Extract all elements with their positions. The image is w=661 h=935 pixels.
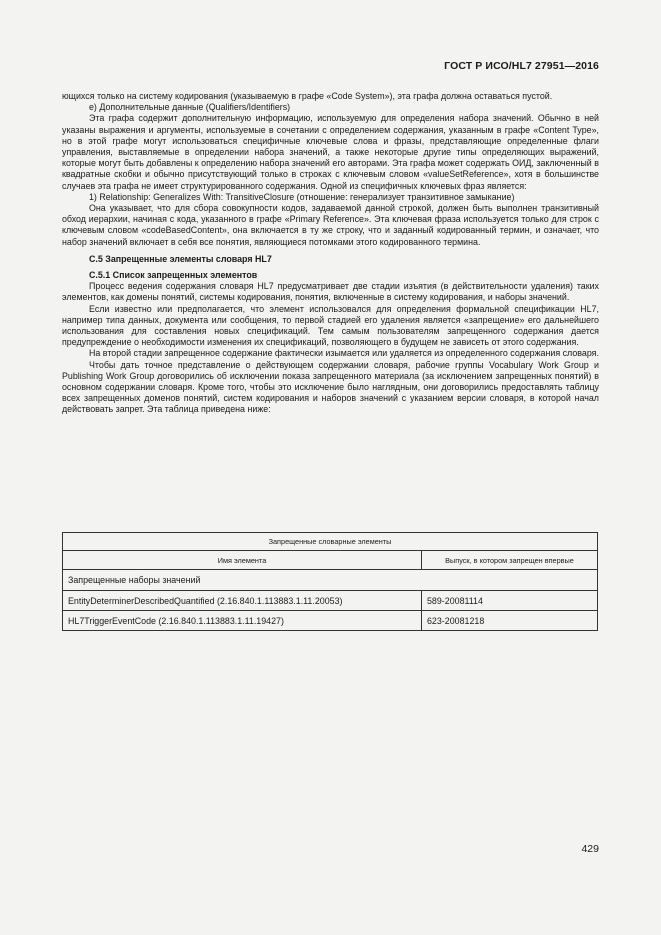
paragraph: ющихся только на систему кодирования (указываемую в графе «Code System»), эта графа должна оставаться пустой.	[62, 91, 553, 101]
table-row	[63, 591, 598, 611]
paragraph: Эта графа содержит дополнительную информацию, используемую для определения набора значений. Обычно в ней указаны выражения и аргументы, используемые в сочетании с определением содержания, указанным в графе «Content Type», но в этой графе могут использоваться специфичные ключевые слова и фразы, представляющие определенные флаги управления, выставляемые в определении набора значений, а также некоторые другие типы определяющих выражений, которые могут быть добавлены к определению набора значений его авторами. Эта графа может содержать ОИД, заключенный в квадратные скобки и обычно присутствующий только в строках с ключевым словом «valueSetReference», хотя в большинстве случаев эта графа не имеет структурированного содержания. Одной из специфичных ключевых фраз является:	[62, 113, 599, 191]
table-row	[63, 611, 598, 631]
release-cell: 589-20081114	[422, 591, 598, 611]
group-label: Запрещенные наборы значений	[63, 570, 598, 591]
body-text	[62, 91, 599, 416]
table-caption: Запрещенные словарные элементы	[63, 533, 598, 551]
paragraph: Если известно или предполагается, что элемент использовался для определения формальной спецификации HL7, например типа данных, документа или сообщения, то первой стадией его удаления является «запрещение» его дальнейшего использования для составления новых спецификаций. Тем самым пользователям запрещенного содержания дается предупреждение о необходимости изменения их спецификаций, позволяющего в будущем не зависеть от этого содержания.	[62, 303, 599, 348]
paragraph: Она указывает, что для сбора совокупности кодов, задаваемой данной строкой, должен быть выполнен транзитивный обход иерархии, начиная с кода, указанного в графе «Primary Reference». Эта ключевая фраза используется только для строк с ключевым словом «codeBasedContent», она включается в ту же строку, что и заданный кодированный термин, и означает, что набор значений включает в себя все понятия, являющиеся потомками этого кодированного термина.	[62, 203, 599, 247]
element-name-cell: HL7TriggerEventCode (2.16.840.1.113883.1.11.19427)	[63, 611, 422, 631]
release-cell: 623-20081218	[422, 611, 598, 631]
element-name-cell: EntityDeterminerDescribedQuantified (2.16.840.1.113883.1.11.20053)	[63, 591, 422, 611]
table-group-row	[63, 570, 598, 591]
table-caption-row	[63, 533, 598, 551]
document-header: ГОСТ Р ИСО/HL7 27951—2016	[444, 60, 599, 72]
section-heading: С.5 Запрещенные элементы словаря HL7	[89, 253, 272, 264]
list-item: е) Дополнительные данные (Qualifiers/Identifiers)	[89, 102, 291, 113]
page-number: 429	[581, 843, 599, 855]
column-header-release: Выпуск, в котором запрещен впервые	[422, 551, 598, 570]
column-header-name: Имя элемента	[63, 551, 422, 570]
subsection-heading: С.5.1 Список запрещенных элементов	[89, 270, 258, 281]
paragraph: Чтобы дать точное представление о действующем содержании словаря, рабочие группы Vocabulary Work Group и Publishing Work Group договорились об исключении показа запрещенного материала (за исключением запрещенных понятий) в основном содержании словаря. Кроме того, чтобы это исключение было наглядным, они договорились предоставлять таблицу всех запрещенных доменов понятий, систем кодирования и наборов значений с указанием версии словаря, в которой начал действовать запрет. Эта таблица приведена ниже:	[62, 359, 599, 415]
table-header-row	[63, 551, 598, 570]
list-item: 1) Relationship: Generalizes With: TransitiveClosure (отношение: генерализует транзитивное замыкание)	[89, 191, 515, 202]
deprecated-elements-table	[62, 532, 598, 631]
paragraph: На второй стадии запрещенное содержание фактически изымается или удаляется из определенного содержания словаря.	[89, 348, 599, 359]
paragraph: Процесс ведения содержания словаря HL7 предусматривает две стадии изъятия (в действительности удаления) таких элементов, как домены понятий, системы кодирования, понятия, включенные в систему кодирования, и наборы значений.	[62, 281, 599, 303]
